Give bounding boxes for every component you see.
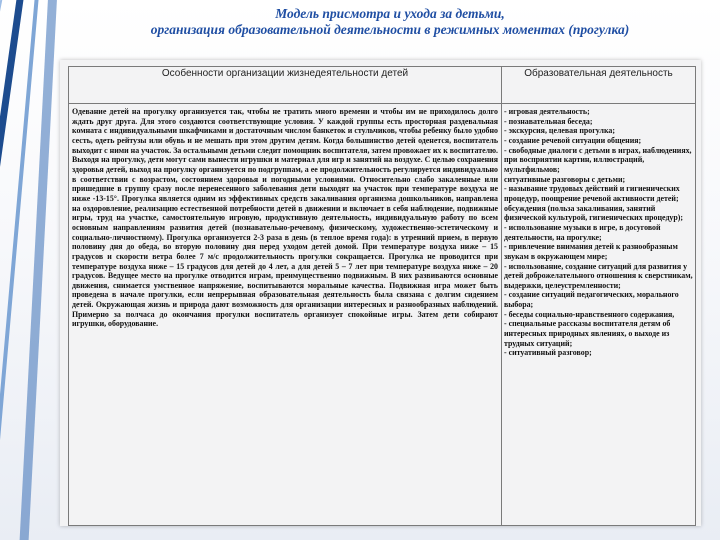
document-sheet xyxy=(60,60,701,526)
activity-item: - игровая деятельность; xyxy=(504,107,590,116)
activity-item: - называние трудовых действий и гигиенических процедур, поощрение речевой активности детей; обсуждения (польза закаливания, занятий физической культурой, гигиенических процедур); xyxy=(504,184,684,223)
content-table xyxy=(68,66,696,526)
activity-item: - познавательная беседа; xyxy=(504,116,593,126)
header-activities: Образовательная деятельность xyxy=(502,67,696,104)
activity-item: - специальные рассказы воспитателя детям об интересных природных явлениях, о выходе из трудных ситуаций; xyxy=(504,319,671,348)
activity-item: - экскурсия, целевая прогулка; xyxy=(504,126,615,136)
activity-item: - использование, создание ситуаций для развития у детей доброжелательного отношения к сверстникам, выдержки, целеустремленности; xyxy=(504,261,693,290)
table-body-row xyxy=(69,104,696,526)
activity-item: - свободные диалоги с детьми в играх, наблюдениях, при восприятии картин, иллюстраций, мультфильмов; xyxy=(504,145,692,174)
table-header-row xyxy=(69,67,696,104)
activity-item: - использование музыки в игре, в досуговой деятельности, на прогулке; xyxy=(504,222,661,242)
header-features: Особенности организации жизнедеятельности детей xyxy=(69,67,502,104)
title-line-2: организация образовательной деятельности в режимных моментах (прогулка) xyxy=(150,22,630,37)
activity-item: - создание речевой ситуации общения; xyxy=(504,135,642,145)
page-title xyxy=(60,6,720,38)
activities-list xyxy=(502,104,696,526)
activity-item: - создание ситуаций педагогических, морального выбора; xyxy=(504,290,679,310)
activity-item: - ситуативный разговор; xyxy=(504,348,592,358)
title-line-1: Модель присмотра и ухода за детьми, xyxy=(275,6,505,21)
activity-item: ситуативные разговоры с детьми; xyxy=(504,174,626,184)
activity-item: - беседы социально-нравственного содержания, xyxy=(504,309,675,319)
features-text: Одевание детей на прогулку организуется так, чтобы не тратить много времени и чтобы им не приходилось долго ждать друг друга. Для этого создаются соответствующие условия. У каждой группы есть просторная раздевальная комната с индивидуальными шкафчиками и достаточным числом банкеток и стульчиков, чтобы ребенку было удобно сесть, одеть рейтузы или обувь и не мешать при этом другим детям. Когда большинство детей оденется, воспитатель выходит с ними на участок. За остальными детьми следит помощник воспитателя, затем провожает их к воспитателю. Выходя на прогулку, дети могут сами вынести игрушки и материал для игр и занятий на воздухе. С целью сохранения здоровья детей, выход на прогулку организуется по подгруппам, а ее продолжительность регулируется индивидуально в соответствии с возрастом, состоянием здоровья и погодными условиями. Относительно слабо закаленные или пришедшие в группу сразу после перенесенного заболевания дети выходят на участок при температуре воздуха не ниже -13-15°. Прогулка является одним из эффективных средств закаливания организма дошкольников, направлена на оздоровление, реализацию естественной потребности детей в движении и включает в себя наблюдение, подвижные игры, труд на участке, самостоятельную игровую, продуктивную деятельность, индивидуальную работу по всем основным направлениям развития детей (познавательно-речевому, физическому, художественно-эстетическому и социально-личностному). Прогулка организуется 2-3 раза в день (в теплое время года): в утренний прием, в первую половину дня до обеда, во вторую половину дня перед уходом детей домой. При температуре воздуха ниже – 15 градусов и скорости ветра более 7 м/с продолжительность прогулки сокращается. Прогулка не проводится при температуре воздуха ниже – 15 градусов для детей до 4 лет, а для детей 5 – 7 лет при температуре воздуха ниже – 20 градусов. Ведущее место на прогулке отводится играм, преимущественно подвижным. В них развиваются основные движения, снимается умственное напряжение, воспитываются моральные качества. Подвижная игра может быть проведена в начале прогулки, если непрерывная образовательная деятельность была связана с долгим сидением детей. Окружающая жизнь и природа дают возможность для организации интересных и разнообразных наблюдений. Примерно за полчаса до окончания прогулки воспитатель организует спокойные игры. Затем дети собирают игрушки, оборудование. xyxy=(69,104,502,526)
activity-item: - привлечение внимания детей к разнообразным звукам в окружающем мире; xyxy=(504,242,678,261)
stripe-mid xyxy=(17,0,59,540)
